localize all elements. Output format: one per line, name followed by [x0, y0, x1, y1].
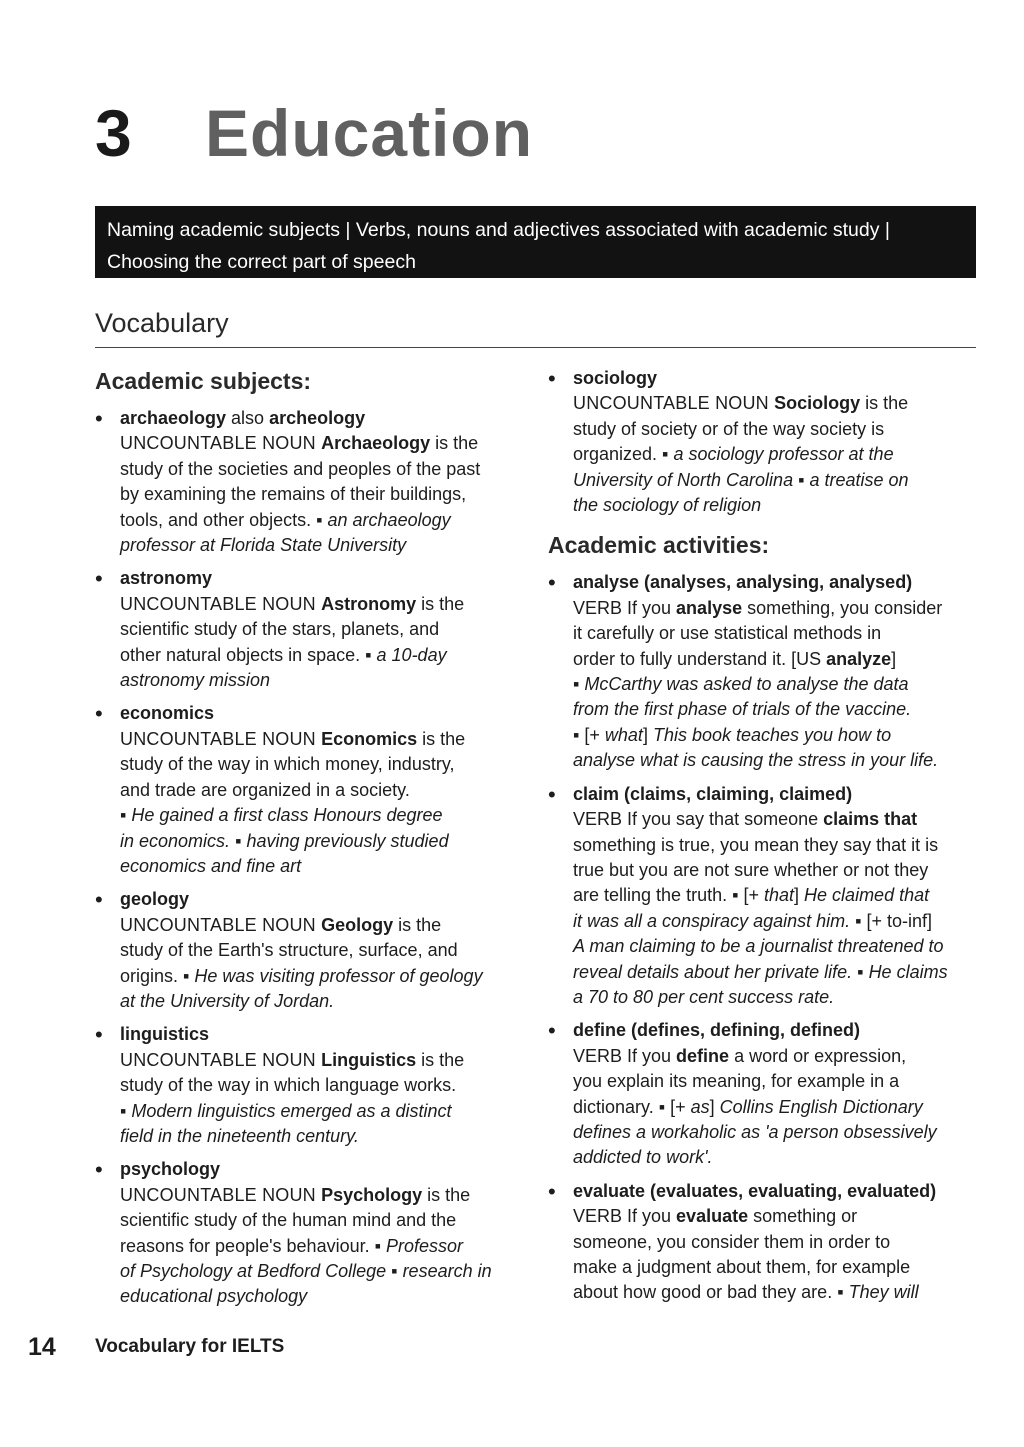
definition-text: true but you are not sure whether or not they	[573, 859, 929, 880]
definition-text: is the	[430, 433, 479, 454]
entry-text-line	[573, 391, 988, 416]
entry-text-line	[573, 1280, 988, 1305]
definition-text: are telling the truth. ▪ [+	[573, 885, 764, 906]
example-text: analyse what is causing the stress in your life.	[573, 750, 939, 771]
definition-text: order to fully understand it. [US	[573, 648, 827, 669]
headword: Sociology	[774, 393, 861, 414]
definition-text: something is true, you mean they say that it is	[573, 834, 939, 855]
definition-text: by examining the remains of their buildings,	[120, 484, 467, 505]
part-of-speech: UNCOUNTABLE NOUN	[573, 393, 775, 414]
example-text: They will	[848, 1282, 919, 1303]
dictionary-entry	[95, 406, 535, 558]
entry-text-line	[120, 1073, 535, 1098]
entry-text-line	[573, 833, 988, 858]
example-text: in economics.	[120, 830, 231, 851]
definition-text: ]	[709, 1096, 720, 1117]
bullet-icon: •	[95, 887, 103, 913]
entry-text-line	[573, 934, 988, 959]
bullet-icon: •	[95, 1157, 103, 1183]
example-text: as	[690, 1096, 710, 1117]
page-number: 14	[28, 1333, 56, 1361]
entry-headword-line	[573, 570, 988, 595]
definition-text: is the	[393, 914, 442, 935]
entry-headword-line	[120, 1022, 535, 1047]
definition-text: VERB If you	[573, 597, 677, 618]
entry-text-line	[573, 723, 988, 748]
entry-text-line	[573, 858, 988, 883]
dictionary-entry	[548, 1018, 988, 1170]
bullet-icon: •	[548, 1018, 556, 1044]
definition-text: about how good or bad they are. ▪	[573, 1282, 849, 1303]
section-title: Vocabulary	[95, 308, 229, 338]
example-text: from the first phase of trials of the vaccine.	[573, 699, 912, 720]
entry-text-line	[120, 1234, 535, 1259]
definition-text: ]	[891, 648, 897, 669]
part-of-speech: UNCOUNTABLE NOUN	[120, 593, 322, 614]
definition-text: ▪	[120, 805, 132, 826]
definition-text: ▪	[573, 674, 585, 695]
entry-text-line	[120, 1048, 535, 1073]
entry-text-line	[573, 697, 988, 722]
right-column	[548, 366, 988, 1314]
dictionary-entry	[95, 1022, 535, 1149]
example-text: a 70 to 80 per cent success rate.	[573, 986, 835, 1007]
academic-activities-heading: Academic activities:	[548, 532, 770, 559]
example-text: professor at Florida State University	[120, 535, 407, 556]
headword: geology	[120, 889, 190, 910]
example-text: astronomy mission	[120, 670, 271, 691]
entry-text-line	[573, 960, 988, 985]
definition-text: and trade are organized in a society.	[120, 779, 410, 800]
example-text: that	[764, 885, 795, 906]
entry-text-line	[573, 1044, 988, 1069]
example-text: having previously studied	[246, 830, 449, 851]
definition-text: scientific study of the human mind and the	[120, 1210, 457, 1231]
bullet-icon: •	[95, 701, 103, 727]
entry-text-line	[120, 617, 535, 642]
chapter-title: Education	[205, 96, 534, 170]
entry-text-line	[120, 778, 535, 803]
entry-text-line	[120, 508, 535, 533]
definition-text: study of the way in which money, industry,	[120, 754, 455, 775]
entry-text-line	[120, 1124, 535, 1149]
entry-text-line	[120, 829, 535, 854]
entry-text-line	[573, 1095, 988, 1120]
definition-text: ▪	[120, 1100, 132, 1121]
definition-text: is the	[416, 593, 465, 614]
banner-line: Naming academic subjects | Verbs, nouns and adjectives associated with academic study |	[107, 219, 890, 241]
part-of-speech: UNCOUNTABLE NOUN	[120, 914, 322, 935]
headword: analyse (analyses, analysing, analysed)	[573, 572, 913, 593]
example-text: A man claiming to be a journalist threatened to	[573, 936, 944, 957]
definition-text: VERB If you	[573, 1045, 677, 1066]
entry-text-line	[573, 468, 988, 493]
entry-headword-line	[120, 887, 535, 912]
example-text: a treatise on	[809, 469, 909, 490]
entry-text-line	[120, 803, 535, 828]
entry-text-line	[573, 1255, 988, 1280]
example-text: He was visiting professor of geology	[194, 965, 483, 986]
entry-headword-line	[573, 1018, 988, 1043]
topics-banner	[95, 206, 976, 278]
entry-text-line	[120, 964, 535, 989]
example-text: McCarthy was asked to analyse the data	[584, 674, 909, 695]
entry-headword-line	[120, 701, 535, 726]
definition-text: is the	[417, 728, 466, 749]
entry-text-line	[573, 1145, 988, 1170]
definition-text: something, you consider	[742, 597, 943, 618]
example-text: educational psychology	[120, 1286, 308, 1307]
definition-text: study of the way in which language works.	[120, 1075, 457, 1096]
example-text: a sociology professor at the	[673, 444, 894, 465]
entry-text-line	[573, 442, 988, 467]
example-text: This book teaches you how to	[652, 724, 892, 745]
definition-text: study of the societies and peoples of the past	[120, 458, 481, 479]
example-text: of Psychology at Bedford College	[120, 1261, 387, 1281]
entry-text-line	[120, 533, 535, 558]
entry-text-line	[120, 938, 535, 963]
headword: Archaeology	[321, 433, 431, 454]
definition-text: study of society or of the way society is	[573, 418, 885, 439]
headword: Linguistics	[321, 1049, 417, 1070]
entry-text-line	[120, 1284, 535, 1309]
example-text: Professor	[385, 1235, 464, 1256]
entry-text-line	[120, 1259, 535, 1284]
definition-text: other natural objects in space. ▪	[120, 644, 377, 665]
dictionary-entry	[548, 1179, 988, 1306]
definition-text: also	[226, 408, 270, 428]
entry-text-line	[573, 1230, 988, 1255]
bullet-icon: •	[548, 1178, 556, 1204]
headword: Astronomy	[321, 593, 417, 614]
definition-text: organized. ▪	[573, 444, 674, 465]
entry-text-line	[120, 1099, 535, 1124]
definition-text: ▪	[230, 830, 247, 851]
entry-text-line	[573, 672, 988, 697]
definition-text: ▪	[852, 961, 869, 982]
headword: claims that	[823, 809, 918, 830]
headword: linguistics	[120, 1024, 210, 1045]
entry-text-line	[120, 727, 535, 752]
headword: astronomy	[120, 568, 213, 589]
bullet-icon: •	[548, 366, 556, 391]
entry-text-line	[120, 1183, 535, 1208]
left-column	[95, 366, 535, 1318]
chapter-number: 3	[95, 96, 132, 170]
definition-text: ]	[642, 724, 653, 745]
definition-text: scientific study of the stars, planets, and	[120, 619, 440, 640]
dictionary-entry	[548, 366, 988, 518]
bullet-icon: •	[95, 406, 103, 431]
academic-subjects-list-continued	[548, 366, 988, 518]
definition-text: is the	[422, 1184, 471, 1205]
book-title: Vocabulary for IELTS	[95, 1336, 285, 1357]
entry-text-line	[573, 417, 988, 442]
example-text: University of North Carolina	[573, 469, 794, 490]
entry-text-line	[573, 909, 988, 934]
example-text: economics and fine art	[120, 855, 302, 876]
academic-activities-list	[548, 570, 988, 1305]
entry-headword-line	[120, 566, 535, 591]
part-of-speech: UNCOUNTABLE NOUN	[120, 433, 322, 454]
entry-text-line	[120, 668, 535, 693]
definition-text: you explain its meaning, for example in a	[573, 1071, 900, 1092]
entry-text-line	[573, 1204, 988, 1229]
example-text: He claims	[868, 961, 948, 982]
entry-text-line	[120, 913, 535, 938]
headword: psychology	[120, 1159, 221, 1180]
example-text: addicted to work'.	[573, 1147, 713, 1168]
definition-text: make a judgment about them, for example	[573, 1257, 911, 1277]
entry-text-line	[573, 1120, 988, 1145]
part-of-speech: UNCOUNTABLE NOUN	[120, 1049, 322, 1070]
definition-text: dictionary. ▪ [+	[573, 1096, 691, 1117]
entry-text-line	[573, 883, 988, 908]
definition-text: is the	[416, 1049, 465, 1070]
entry-text-line	[120, 482, 535, 507]
headword: define	[676, 1045, 730, 1066]
definition-text: it carefully or use statistical methods in	[573, 623, 882, 644]
entry-text-line	[573, 748, 988, 773]
headword: analyse	[676, 597, 743, 618]
example-text: Collins English Dictionary	[719, 1096, 923, 1117]
definition-text: ▪	[386, 1261, 403, 1281]
headword: claim (claims, claiming, claimed)	[573, 783, 853, 804]
entry-text-line	[120, 643, 535, 668]
definition-text: ▪ [+	[573, 724, 605, 745]
entry-text-line	[120, 1208, 535, 1233]
example-text: it was all a conspiracy against him.	[573, 910, 851, 931]
headword: analyze	[826, 648, 892, 669]
definition-text: tools, and other objects. ▪	[120, 509, 328, 530]
entry-text-line	[573, 647, 988, 672]
definition-text: study of the Earth's structure, surface, and	[120, 940, 458, 961]
definition-text: ▪	[793, 469, 810, 490]
entry-text-line	[573, 621, 988, 646]
entry-text-line	[573, 596, 988, 621]
part-of-speech: UNCOUNTABLE NOUN	[120, 1184, 322, 1205]
dictionary-entry	[95, 1157, 535, 1309]
definition-text: VERB If you	[573, 1206, 677, 1227]
definition-text: a word or expression,	[729, 1045, 907, 1066]
example-text: what	[604, 724, 643, 745]
example-text: field in the nineteenth century.	[120, 1125, 359, 1146]
example-text: the sociology of religion	[573, 495, 762, 516]
definition-text: ]	[794, 885, 805, 906]
definition-text: VERB If you say that someone	[573, 809, 824, 830]
example-text: an archaeology	[327, 509, 451, 530]
headword: archaeology	[120, 408, 227, 428]
example-text: Modern linguistics emerged as a distinct	[131, 1100, 452, 1121]
example-text: defines a workaholic as 'a person obsessively	[573, 1121, 937, 1142]
headword: evaluate (evaluates, evaluating, evaluated)	[573, 1180, 937, 1201]
entry-headword-line	[573, 1179, 988, 1204]
definition-text: ▪ [+ to-inf]	[850, 910, 933, 931]
section-divider	[95, 347, 976, 348]
dictionary-entry	[548, 782, 988, 1011]
example-text: research in	[402, 1261, 492, 1281]
headword: archeology	[269, 408, 366, 428]
headword: Geology	[321, 914, 394, 935]
headword: evaluate	[676, 1206, 749, 1227]
bullet-icon: •	[95, 566, 103, 592]
entry-headword-line	[573, 366, 988, 391]
entry-text-line	[120, 752, 535, 777]
headword: sociology	[573, 368, 658, 388]
bullet-icon: •	[95, 1022, 103, 1048]
example-text: reveal details about her private life.	[573, 961, 853, 982]
example-text: a 10-day	[376, 644, 447, 665]
entry-text-line	[573, 493, 988, 518]
dictionary-entry	[548, 570, 988, 773]
entry-text-line	[120, 431, 535, 456]
entry-text-line	[120, 854, 535, 879]
entry-text-line	[573, 1069, 988, 1094]
headword: economics	[120, 703, 215, 724]
banner-line: Choosing the correct part of speech	[107, 251, 416, 273]
academic-subjects-heading: Academic subjects:	[95, 368, 312, 394]
dictionary-entry	[95, 887, 535, 1014]
example-text: He gained a first class Honours degree	[131, 805, 443, 826]
bullet-icon: •	[548, 570, 556, 596]
headword: Psychology	[321, 1184, 423, 1205]
dictionary-entry	[95, 566, 535, 693]
entry-headword-line	[120, 406, 535, 431]
headword: Economics	[321, 728, 418, 749]
definition-text: origins. ▪	[120, 965, 195, 986]
example-text: He claimed that	[804, 885, 930, 906]
entry-text-line	[120, 457, 535, 482]
entry-text-line	[120, 592, 535, 617]
definition-text: something or	[748, 1206, 858, 1227]
entry-headword-line	[573, 782, 988, 807]
example-text: at the University of Jordan.	[120, 990, 335, 1011]
definition-text: reasons for people's behaviour. ▪	[120, 1235, 386, 1256]
entry-text-line	[120, 989, 535, 1014]
entry-text-line	[573, 807, 988, 832]
dictionary-entry	[95, 701, 535, 879]
bullet-icon: •	[548, 781, 556, 807]
part-of-speech: UNCOUNTABLE NOUN	[120, 728, 322, 749]
entry-text-line	[573, 985, 988, 1010]
headword: define (defines, defining, defined)	[573, 1020, 861, 1041]
entry-headword-line	[120, 1157, 535, 1182]
academic-subjects-list	[95, 406, 535, 1310]
definition-text: is the	[860, 393, 909, 414]
definition-text: someone, you consider them in order to	[573, 1231, 891, 1252]
